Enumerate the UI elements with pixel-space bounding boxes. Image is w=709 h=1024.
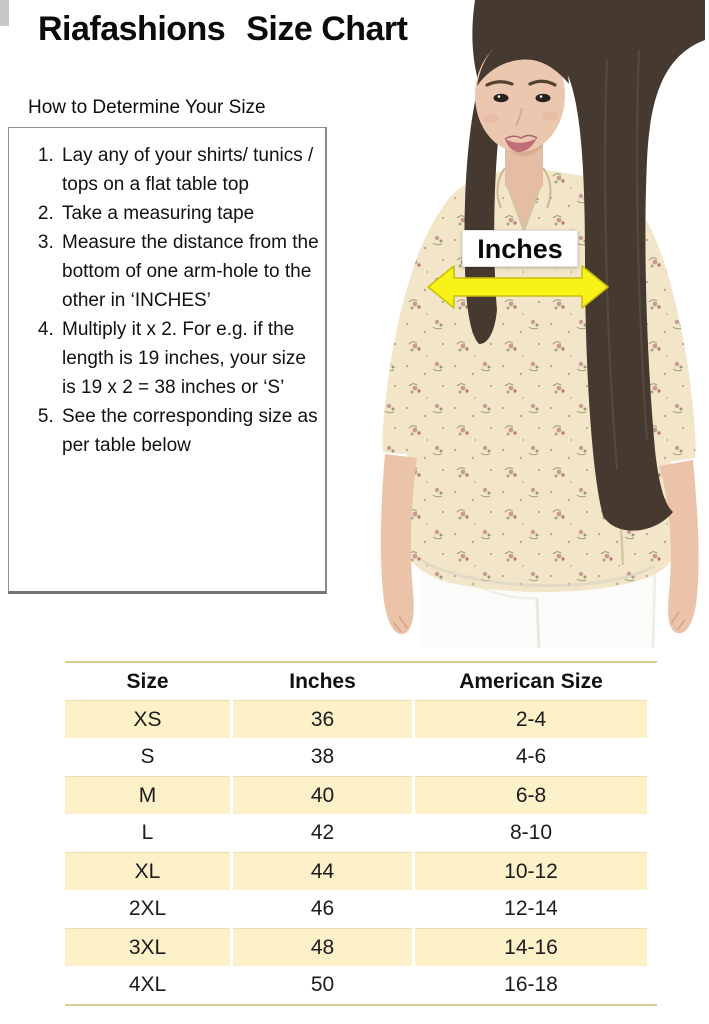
header-cell-american-size: American Size bbox=[459, 669, 603, 693]
instruction-item: 1. Lay any of your shirts/ tunics / tops on a flat table top bbox=[59, 141, 319, 199]
instruction-item: 3. Measure the distance from the bottom of one arm-hole to the other in ‘INCHES’ bbox=[59, 228, 319, 315]
cell-size: XL bbox=[65, 852, 230, 890]
table-header bbox=[65, 663, 647, 700]
inches-arrow-icon bbox=[427, 264, 609, 310]
page-title bbox=[38, 10, 407, 49]
cell-american: 14-16 bbox=[415, 928, 647, 966]
cell-american: 2-4 bbox=[415, 700, 647, 738]
size-table-body bbox=[65, 700, 657, 1004]
cell-inches: 50 bbox=[310, 973, 335, 996]
subtitle: How to Determine Your Size bbox=[28, 97, 266, 118]
cell-american: 4-6 bbox=[515, 745, 547, 768]
cell-american: 6-8 bbox=[415, 776, 647, 814]
cell-size: M bbox=[65, 776, 230, 814]
instructions-box bbox=[8, 127, 327, 594]
table-row bbox=[65, 890, 647, 928]
cell-inches: 46 bbox=[310, 897, 335, 920]
scan-artifact bbox=[0, 0, 9, 26]
table-row bbox=[65, 814, 647, 852]
cell-inches: 40 bbox=[233, 776, 412, 814]
cell-inches: 38 bbox=[310, 745, 335, 768]
cell-size: 2XL bbox=[128, 897, 167, 920]
cell-size: L bbox=[141, 821, 154, 844]
cell-american: 16-18 bbox=[504, 973, 558, 996]
cell-american: 12-14 bbox=[504, 897, 558, 920]
table-row bbox=[65, 852, 647, 890]
cell-inches: 48 bbox=[233, 928, 412, 966]
cell-american: 8-10 bbox=[509, 821, 553, 844]
cell-inches: 44 bbox=[233, 852, 412, 890]
brand-name: Riafashions bbox=[38, 10, 226, 48]
cell-american: 10-12 bbox=[415, 852, 647, 890]
cell-size: S bbox=[140, 745, 155, 768]
cell-inches: 42 bbox=[310, 821, 335, 844]
instruction-item: 5. See the corresponding size as per table below bbox=[59, 402, 319, 460]
table-row bbox=[65, 738, 647, 776]
instruction-list bbox=[21, 141, 319, 460]
header-cell-size: Size bbox=[126, 669, 169, 693]
inches-measure-label: Inches bbox=[462, 230, 578, 267]
size-table bbox=[65, 661, 657, 1006]
table-row bbox=[65, 700, 647, 738]
table-row bbox=[65, 776, 647, 814]
instruction-item: 2. Take a measuring tape bbox=[59, 199, 319, 228]
table-row bbox=[65, 966, 647, 1004]
model-photo bbox=[355, 0, 709, 652]
cell-size: 4XL bbox=[128, 973, 167, 996]
cell-size: 3XL bbox=[65, 928, 230, 966]
cell-size: XS bbox=[65, 700, 230, 738]
table-bottom-rule bbox=[65, 1004, 657, 1006]
page-title-text: Size Chart bbox=[246, 10, 408, 48]
header-cell-inches: Inches bbox=[289, 669, 356, 693]
table-row bbox=[65, 928, 647, 966]
instruction-item: 4. Multiply it x 2. For e.g. if the length is 19 inches, your size is 19 x 2 = 38 inches or ‘S’ bbox=[59, 315, 319, 402]
cell-inches: 36 bbox=[233, 700, 412, 738]
